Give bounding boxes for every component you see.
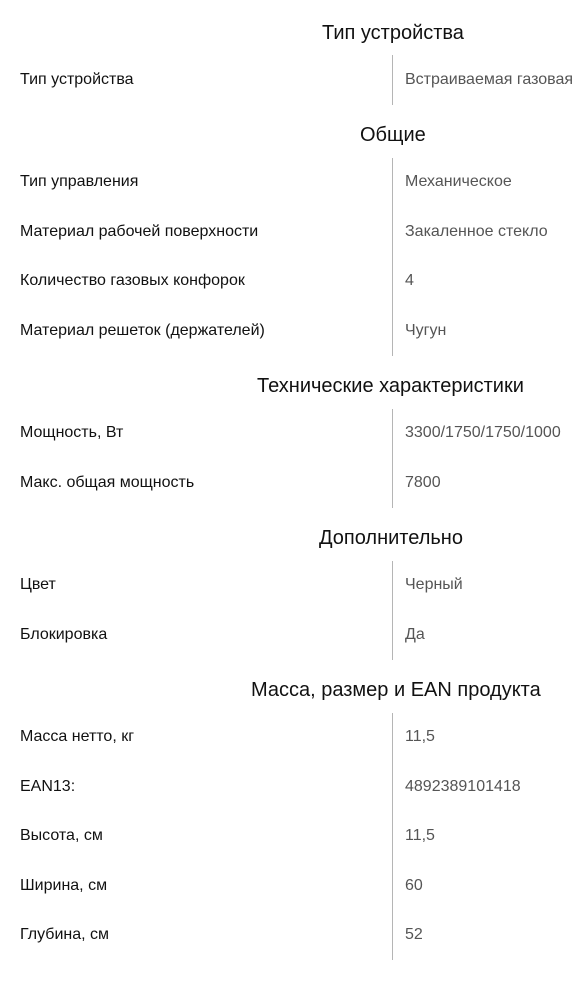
spec-label: Количество газовых конфорок [20, 272, 245, 290]
spec-label: Цвет [20, 576, 56, 594]
spec-row [0, 861, 587, 911]
section-additional [0, 508, 587, 660]
spec-row [0, 158, 587, 208]
spec-value: 52 [405, 926, 423, 944]
section-title: Общие [360, 123, 426, 146]
spec-row [0, 207, 587, 257]
spec-value: 7800 [405, 473, 441, 491]
spec-row [0, 257, 587, 307]
section-title: Тип устройства [322, 22, 464, 44]
spec-label: Блокировка [20, 625, 108, 643]
spec-value: Встраиваемая газовая [405, 70, 573, 88]
section-mass-size-ean [0, 660, 587, 961]
spec-row [0, 409, 587, 459]
spec-value: 11,5 [405, 827, 435, 845]
spec-value: Закаленное стекло [405, 222, 548, 240]
spec-label: Материал решеток (держателей) [20, 321, 265, 339]
spec-row [0, 713, 587, 763]
section-device-type [0, 0, 587, 105]
section-general [0, 105, 587, 356]
spec-value: 11,5 [405, 728, 435, 746]
spec-label: Ширина, см [20, 876, 108, 894]
spec-row [0, 911, 587, 961]
spec-label: Высота, см [20, 827, 103, 845]
spec-value: 4892389101418 [405, 777, 521, 795]
spec-value: 4 [405, 272, 414, 290]
spec-row [0, 55, 587, 105]
spec-row [0, 610, 587, 660]
spec-value: Чугун [405, 321, 447, 339]
spec-value: 60 [405, 876, 423, 894]
spec-label: EAN13: [20, 777, 76, 795]
section-title: Технические характеристики [257, 374, 524, 397]
spec-label: Тип управления [20, 173, 139, 191]
spec-value: Механическое [405, 173, 512, 191]
spec-label: Масса нетто, кг [20, 728, 135, 746]
section-title: Масса, размер и EAN продукта [251, 678, 541, 701]
spec-value: 3300/1750/1750/1000 [405, 424, 561, 442]
spec-row [0, 306, 587, 356]
section-title: Дополнительно [319, 526, 463, 549]
spec-row [0, 762, 587, 812]
section-technical [0, 356, 587, 508]
spec-label: Тип устройства [20, 70, 134, 88]
spec-value: Да [405, 625, 425, 643]
spec-label: Глубина, см [20, 926, 110, 944]
spec-row [0, 812, 587, 862]
spec-label: Материал рабочей поверхности [20, 222, 259, 240]
spec-value: Черный [405, 576, 463, 594]
spec-row [0, 561, 587, 611]
spec-row [0, 458, 587, 508]
spec-label: Мощность, Вт [20, 424, 124, 442]
spec-label: Макс. общая мощность [20, 473, 195, 491]
